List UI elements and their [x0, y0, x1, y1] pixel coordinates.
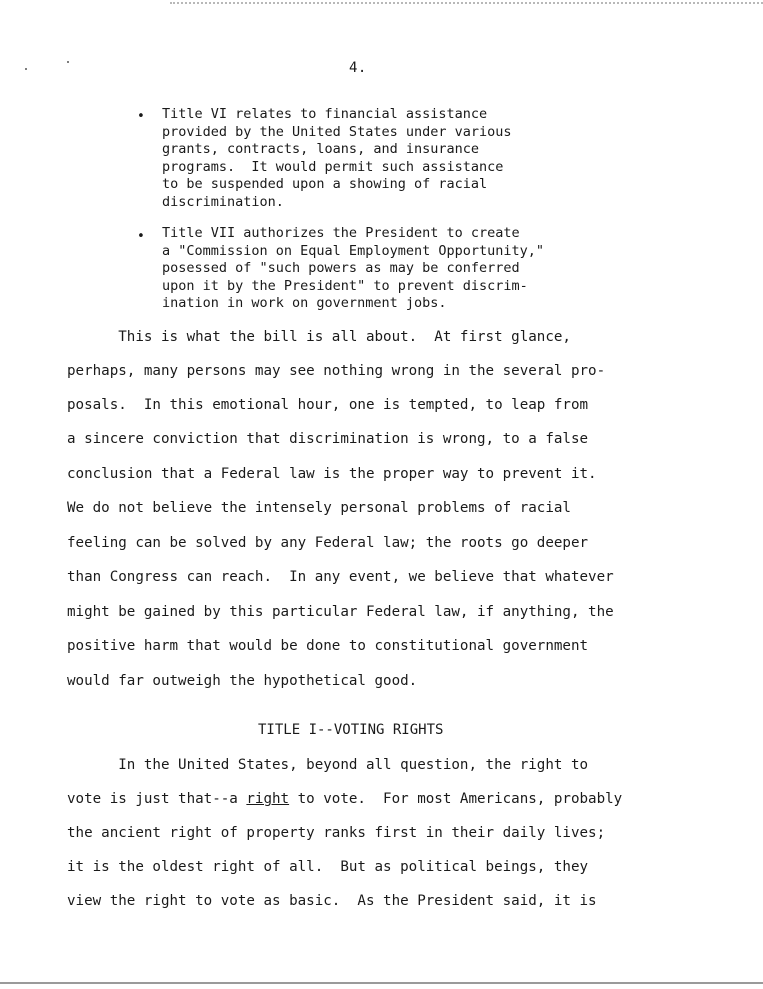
paragraph-line: a sincere conviction that discrimination is wrong, to a false [67, 431, 589, 447]
paragraph-line: might be gained by this particular Federal law, if anything, the [67, 604, 614, 620]
paragraph-line: view the right to vote as basic. As the President said, it is [67, 893, 597, 909]
line-text: vote is just that--a [67, 791, 247, 807]
paragraph-line: feeling can be solved by any Federal law; the roots go deeper [67, 535, 589, 551]
bullet-text-title-vii: Title VII authorizes the President to create a "Commission on Equal Employment Opportunity," posessed of "such powers as may be conferred upon it by the President" to prevent discrim- ination in work on government jobs. [162, 225, 545, 311]
bullet-icon: • [137, 229, 145, 244]
paragraph-line: posals. In this emotional hour, one is tempted, to leap from [67, 397, 589, 413]
paragraph-line: it is the oldest right of all. But as political beings, they [67, 859, 589, 875]
bullet-icon: • [137, 109, 145, 124]
paragraph-line: In the United States, beyond all question, the right to [67, 757, 589, 773]
top-edge-rule [170, 2, 763, 4]
scan-speck [67, 61, 69, 63]
paragraph-line [67, 791, 622, 807]
page-number: 4. [349, 60, 367, 76]
paragraph-line: than Congress can reach. In any event, we believe that whatever [67, 569, 614, 585]
paragraph-line: the ancient right of property ranks first in their daily lives; [67, 825, 606, 841]
scan-speck [25, 68, 27, 70]
paragraph-line: positive harm that would be done to constitutional government [67, 638, 589, 654]
underlined-word-right: right [246, 791, 290, 807]
line-text: to vote. For most Americans, probably [289, 791, 623, 807]
bullet-text-title-vi: Title VI relates to financial assistance provided by the United States under various grants, contracts, loans, and insurance programs. It would permit such assistance to be suspended upon a showing of racial discrimination. [162, 106, 512, 210]
paragraph-line: We do not believe the intensely personal problems of racial [67, 500, 571, 516]
paragraph-line: This is what the bill is all about. At first glance, [67, 329, 571, 345]
paragraph-line: would far outweigh the hypothetical good. [67, 673, 418, 689]
paragraph-line: conclusion that a Federal law is the proper way to prevent it. [67, 466, 597, 482]
bottom-edge-rule [0, 982, 763, 984]
paragraph-line: perhaps, many persons may see nothing wrong in the several pro- [67, 363, 606, 379]
section-heading: TITLE I--VOTING RIGHTS [258, 722, 444, 738]
